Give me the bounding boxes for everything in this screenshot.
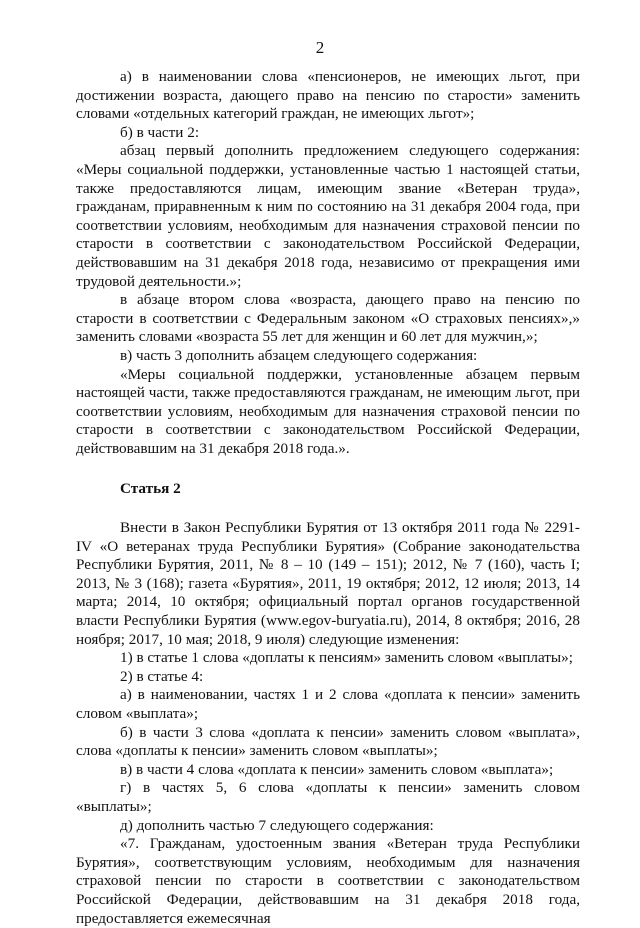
page-number: 2 [315, 38, 325, 57]
paragraph: а) в наименовании слова «пенсионеров, не имеющих льгот, при достижении возраста, дающего право на пенсию по старости» заменить словами «отдельных категорий граждан, не имеющих льгот»; [76, 68, 580, 123]
paragraph: абзац первый дополнить предложением следующего содержания: «Меры социальной поддержки, установленные частью 1 настоящей статьи, также предоставляются лицам, имеющим звание «Ветеран труда», гражданам, приравненным к ним по состоянию на 31 декабря 2004 года, при соответствии условиям, необходимым для назначения страховой пенсии по старости в соответствии с законодательством Российской Федерации, действовавшим на 31 декабря 2018 года, независимо от прекращения ими трудовой деятельности.»; [76, 142, 580, 290]
paragraph: в) в части 4 слова «доплата к пенсии» заменить словом «выплата»; [120, 760, 554, 778]
article-heading: Статья 2 [120, 480, 181, 498]
paragraph: «Меры социальной поддержки, установленные абзацем первым настоящей части, также предоставляются гражданам, не имеющим льгот, при соответствии условиям, необходимым для назначения страховой пенсии по старости в соответствии с законодательством Российской Федерации, действовавшим на 31 декабря 2018 года.». [76, 365, 580, 457]
paragraph: 1) в статье 1 слова «доплаты к пенсиям» заменить словом «выплаты»; [120, 649, 573, 667]
paragraph: б) в части 2: [120, 123, 200, 141]
paragraph: в) часть 3 дополнить абзацем следующего содержания: [120, 346, 478, 364]
paragraph: в абзаце втором слова «возраста, дающего право на пенсию по старости в соответствии с Федеральным законом «О страховых пенсиях»,» заменить словами «возраста 55 лет для женщин и 60 лет для мужчин,»; [76, 291, 580, 346]
paragraph: б) в части 3 слова «доплата к пенсии» заменить словом «выплата», слова «доплаты к пенсии» заменить словом «выплаты»; [76, 723, 580, 760]
paragraph: а) в наименовании, частях 1 и 2 слова «доплата к пенсии» заменить словом «выплата»; [76, 686, 580, 722]
paragraph: д) дополнить частью 7 следующего содержания: [120, 816, 434, 834]
paragraph: 2) в статье 4: [120, 667, 204, 685]
paragraph: г) в частях 5, 6 слова «доплаты к пенсии» заменить словом «выплаты»; [76, 779, 580, 815]
paragraph: «7. Гражданам, удостоенным звания «Ветеран труда Республики Бурятия», соответствующим условиям, необходимым для назначения страховой пенсии по старости в соответствии с законодательством Российской Федерации, действовавшим на 31 декабря 2018 года, предоставляется ежемесячная [76, 835, 580, 927]
document-body [76, 68, 580, 928]
paragraph: Внести в Закон Республики Бурятия от 13 октября 2011 года № 2291-IV «О ветеранах труда Республики Бурятия» (Собрание законодательства Республики Бурятия, 2011, № 8 – 10 (149 – 151); 2012, № 7 (160), часть I; 2013, № 3 (168); газета «Бурятия», 2011, 19 октября; 2012, 12 июля; 2013, 14 марта; 2014, 10 октября; официальный портал органов государственной власти Республики Бурятия (www.egov-buryatia.ru), 2014, 8 октября; 2016, 28 ноября; 2017, 10 мая; 2018, 9 июля) следующие изменения: [76, 519, 580, 648]
